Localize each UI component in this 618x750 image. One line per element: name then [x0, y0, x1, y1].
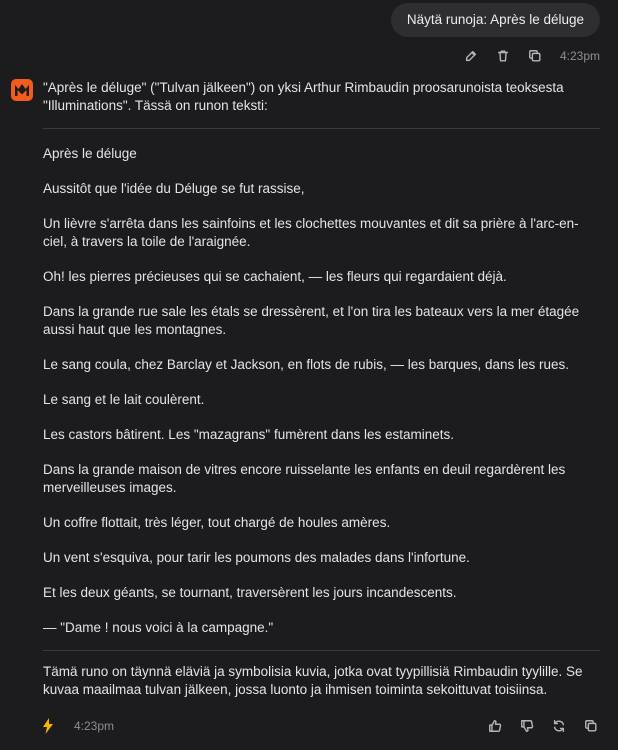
- divider: [43, 128, 600, 129]
- assistant-message: [43, 79, 600, 699]
- poem-line: Le sang et le lait coulèrent.: [43, 392, 205, 407]
- poem-line: Un coffre flottait, très léger, tout chargé de houles amères.: [43, 515, 391, 530]
- poem-line: Un vent s'esquiva, pour tarir les poumons des malades dans l'infortune.: [43, 550, 470, 565]
- thumbs-up-icon[interactable]: [486, 717, 504, 735]
- poem-line: Le sang coula, chez Barclay et Jackson, en flots de rubis, — les barques, dans les rues.: [43, 357, 570, 372]
- thumbs-down-icon[interactable]: [518, 717, 536, 735]
- assistant-intro: "Après le déluge" ("Tulvan jälkeen") on yksi Arthur Rimbaudin proosarunoista teoksesta "Illuminations". Tässä on runon teksti:: [43, 80, 564, 113]
- bot-logo-icon: [11, 79, 33, 101]
- user-message-bubble: [391, 3, 600, 37]
- poem-line: Dans la grande maison de vitres encore ruisselante les enfants en deuil regardèrent les merveilleuses images.: [43, 462, 566, 495]
- copy-icon[interactable]: [582, 717, 600, 735]
- user-message-actions: [462, 46, 600, 66]
- poem-title: Après le déluge: [43, 146, 137, 161]
- poem-line: Aussitôt que l'idée du Déluge se fut rassise,: [43, 181, 305, 196]
- trash-icon[interactable]: [494, 47, 512, 65]
- poem-line: Et les deux géants, se tournant, traversèrent les jours incandescents.: [43, 585, 457, 600]
- poem-line: Oh! les pierres précieuses qui se cachaient, — les fleurs qui regardaient déjà.: [43, 269, 507, 284]
- user-message-text: Näytä runoja: Après le déluge: [406, 12, 584, 27]
- regenerate-icon[interactable]: [550, 717, 568, 735]
- poem-text: [43, 145, 600, 637]
- poem-line: Les castors bâtirent. Les "mazagrans" fumèrent dans les estaminets.: [43, 427, 455, 442]
- edit-icon[interactable]: [462, 47, 480, 65]
- poem-line: — "Dame ! nous voici à la campagne.": [43, 620, 274, 635]
- assistant-message-footer: [0, 716, 618, 736]
- poem-line: Dans la grande rue sale les étals se dressèrent, et l'on tira les bateaux vers la mer étagée aussi haut que les montagnes.: [43, 304, 580, 337]
- copy-icon[interactable]: [526, 47, 544, 65]
- assistant-outro: Tämä runo on täynnä eläviä ja symbolisia kuvia, jotka ovat tyypillisiä Rimbaudin tyylille. Se kuvaa maailmaa tulvan jälkeen, jossa luonto ja ihmisen toiminta sekoittuvat toisiinsa.: [43, 664, 583, 697]
- bolt-icon: [42, 718, 54, 734]
- poem-line: Un lièvre s'arrêta dans les sainfoins et les clochettes mouvantes et dit sa prière à l'arc-en-ciel, à travers la toile de l'araignée.: [43, 216, 579, 249]
- assistant-message-actions: [486, 717, 600, 735]
- assistant-message-time: 4:23pm: [74, 719, 115, 733]
- divider: [43, 650, 600, 651]
- user-message-time: 4:23pm: [559, 49, 600, 63]
